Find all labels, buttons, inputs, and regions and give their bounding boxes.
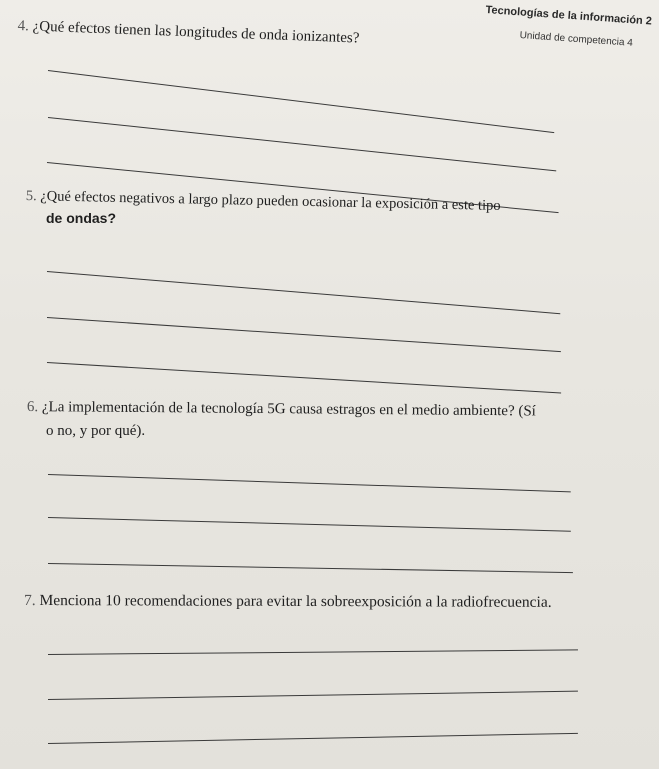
question-6 bbox=[27, 398, 536, 421]
question-number: 6. bbox=[26, 398, 39, 416]
answer-line[interactable] bbox=[48, 70, 554, 133]
question-7 bbox=[24, 591, 552, 612]
answer-line[interactable] bbox=[48, 733, 578, 744]
unit-subtitle: Unidad de competencia 4 bbox=[519, 30, 634, 49]
question-text: ¿La implementación de la tecnología 5G causa estragos en el medio ambiente? (Sí bbox=[41, 399, 536, 420]
answer-line[interactable] bbox=[48, 117, 556, 171]
question-6-continuation: o no, y por qué). bbox=[46, 423, 146, 439]
answer-line[interactable] bbox=[48, 649, 578, 655]
question-number: 5. bbox=[25, 187, 37, 205]
answer-line[interactable] bbox=[48, 563, 573, 573]
question-5-continuation: de ondas? bbox=[46, 210, 117, 226]
question-text: ¿Qué efectos negativos a largo plazo pueden ocasionar la exposición a este tipo bbox=[40, 188, 501, 214]
question-4 bbox=[17, 17, 359, 48]
answer-line[interactable] bbox=[47, 362, 561, 394]
question-number: 7. bbox=[23, 592, 36, 610]
answer-line[interactable] bbox=[48, 517, 571, 532]
answer-line[interactable] bbox=[48, 691, 578, 700]
course-title: Tecnologías de la información 2 bbox=[485, 4, 653, 28]
answer-line[interactable] bbox=[48, 474, 571, 492]
question-number: 4. bbox=[17, 17, 30, 35]
question-text: Menciona 10 recomendaciones para evitar la sobreexposición a la radiofrecuencia. bbox=[39, 592, 552, 611]
answer-line[interactable] bbox=[47, 271, 560, 314]
answer-line[interactable] bbox=[47, 317, 561, 352]
question-text: ¿Qué efectos tienen las longitudes de onda ionizantes? bbox=[32, 18, 360, 47]
